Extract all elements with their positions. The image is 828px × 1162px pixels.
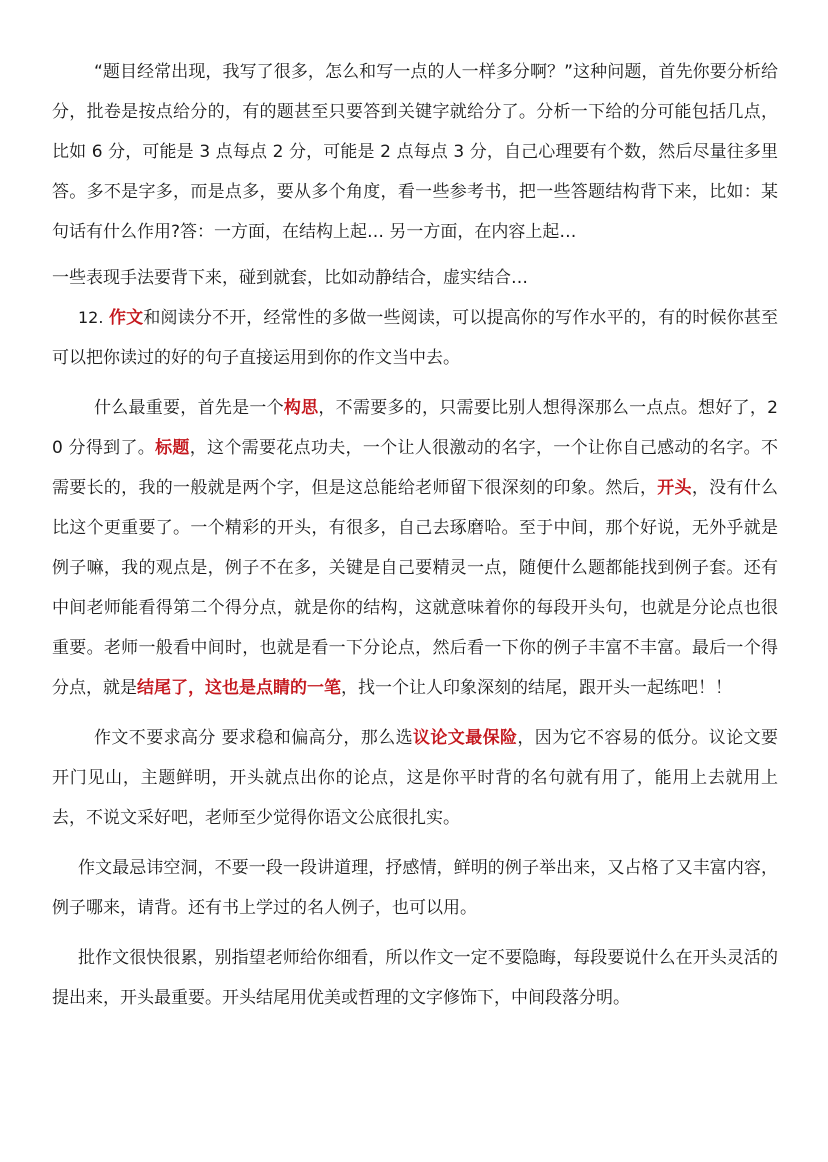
paragraph-expression-techniques	[52, 258, 778, 298]
highlight-opening: 开头	[657, 478, 692, 498]
highlight-argumentative: 议论文最保险	[413, 728, 518, 748]
item-number: 12.	[78, 308, 104, 327]
paragraph-text: “题目经常出现，我写了很多，怎么和写一点的人一样多分啊？”这种问题，首先你要分析给分，批卷是按点给分的，有的题甚至只要答到关键字就给分了。分析一下给的分可能包括几点，比如 6 分，可能是 3 点每点 2 分，可能是 2 点每点 3 分，自己心理要有个数，然后尽量往多里答。多不是字多，而是点多，要从多个角度，看一些参考书，把一些答题结构背下来，比如：某句话有什么作用?答：一方面，在结构上起… 另一方面，在内容上起…	[52, 62, 778, 242]
paragraph-text: 什么最重要，首先是一个	[94, 398, 284, 418]
paragraph-text: 和阅读分不开，经常性的多做一些阅读，可以提高你的写作水平的，有的时候你甚至可以把你读过的好的句子直接运用到你的作文当中去。	[52, 308, 779, 368]
highlight-ending: 结尾了，这也是点睛的一笔	[137, 678, 341, 698]
paragraph-text: 一些表现手法要背下来，碰到就套，比如动静结合，虚实结合…	[52, 268, 528, 288]
highlight-conception: 构思	[283, 398, 319, 418]
highlight-title: 标题	[155, 438, 190, 458]
paragraph-text: 批作文很快很累，别指望老师给你细看，所以作文一定不要隐晦，每段要说什么在开头灵活的提出来，开头最重要。开头结尾用优美或哲理的文字修饰下，中间段落分明。	[52, 948, 778, 1008]
paragraph-text: ，因为它不容易的低分。议论文要开门见山，主题鲜明，开头就点出你的论点，这是你平时背的名句就有用了，能用上去就用上去，不说文采好吧，老师至少觉得你语文公底很扎实。	[52, 728, 779, 828]
paragraph-text: ，找一个让人印象深刻的结尾，跟开头一起练吧！！	[341, 678, 732, 698]
highlight-composition: 作文	[109, 308, 144, 328]
paragraph-grading-tips	[52, 938, 778, 1018]
paragraph-composition-reading	[52, 298, 778, 378]
paragraph-text: ，这个需要花点功夫，一个让人很激动的名字，一个让你自己感动的名字。不需要长的，我的一般就是两个字，但是这总能给老师留下很深刻的印象。然后，	[52, 438, 778, 498]
paragraph-text: ，没有什么比这个更重要了。一个精彩的开头，有很多，自己去琢磨哈。至于中间，那个好说，无外乎就是例子嘛，我的观点是，例子不在多，关键是自己要精灵一点，随便什么题都能找到例子套。还有中间老师能看得第二个得分点，就是你的结构，这就意味着你的每段开头句，也就是分论点也很重要。老师一般看中间时，也就是看一下分论点，然后看一下你的例子丰富不丰富。最后一个得分点，就是	[52, 478, 779, 698]
paragraph-text: 作文最忌讳空洞，不要一段一段讲道理，抒感情，鲜明的例子举出来，又占格了又丰富内容，例子哪来，请背。还有书上学过的名人例子，也可以用。	[52, 858, 778, 918]
paragraph-scoring-points	[52, 52, 778, 252]
paragraph-argumentative-essay	[52, 718, 778, 838]
paragraph-text: ，不需要多的，只需要比别人想得深那么一点点。想好了，20 分得到了。	[52, 398, 779, 458]
paragraph-text: 作文不要求高分 要求稳和偏高分，那么选	[94, 728, 413, 748]
paragraph-avoid-emptiness	[52, 848, 778, 928]
paragraph-composition-structure	[52, 388, 778, 708]
